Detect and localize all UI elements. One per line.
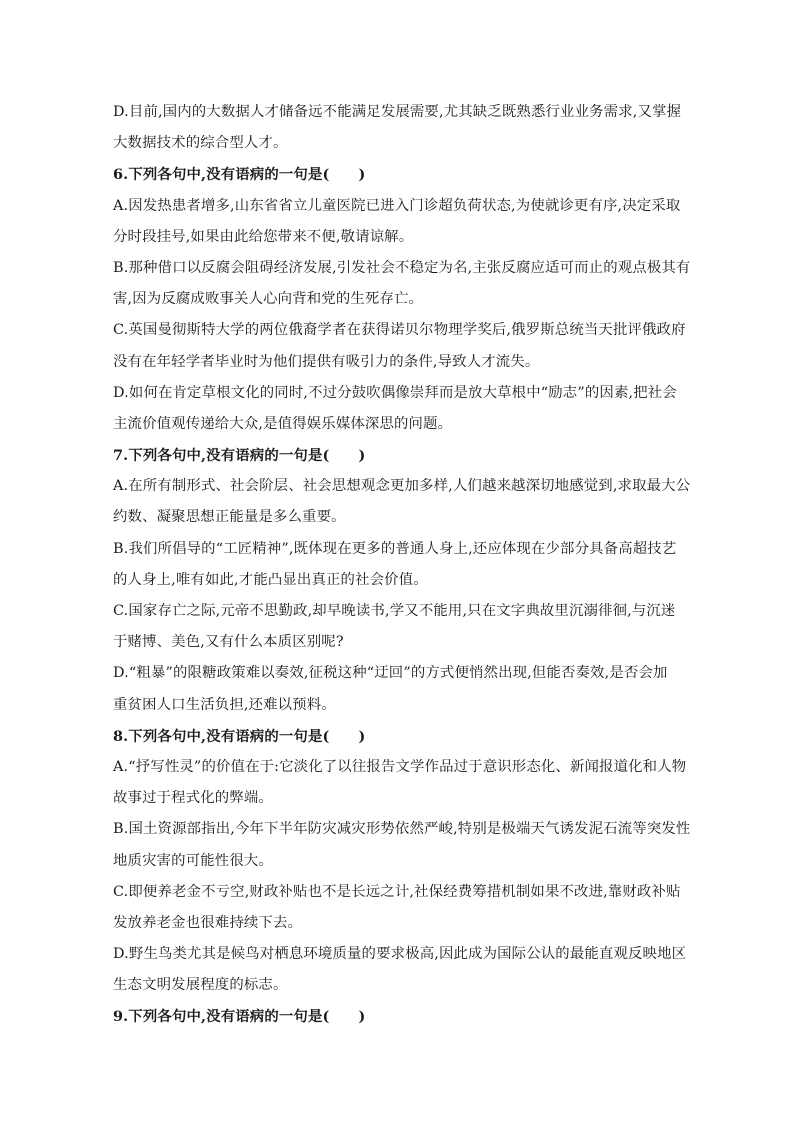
text-line: 7.下列各句中,没有语病的一句是( ) (113, 447, 366, 465)
answer-option (113, 752, 688, 814)
text-line: A.在所有制形式、社会阶层、社会思想观念更加多样,人们越来越深切地感觉到,求取最大公 (113, 478, 691, 495)
text-line: 的人身上,唯有如此,才能凸显出真正的社会价值。 (113, 571, 428, 588)
question-stem (113, 1001, 688, 1032)
text-line: 6.下列各句中,没有语病的一句是( ) (113, 166, 366, 184)
text-line: 主流价值观传递给大众,是值得娱乐媒体深思的问题。 (113, 415, 453, 432)
answer-option (113, 97, 688, 159)
answer-option (113, 814, 691, 876)
answer-option (113, 253, 691, 315)
answer-option (113, 939, 688, 1001)
text-line: C.国家存亡之际,元帝不思勤政,却早晚读书,学又不能用,只在文字典故里沉溺徘徊,与沉迷 (113, 603, 676, 619)
text-line: A.“抒写性灵”的价值在于:它淡化了以往报告文学作品过于意识形态化、新闻报道化和人物 (113, 758, 687, 775)
text-line: 约数、凝聚思想正能量是多么重要。 (113, 509, 346, 526)
text-line: A.因发热患者增多,山东省省立儿童医院已进入门诊超负荷状态,为使就诊更有序,决定采取 (113, 197, 681, 214)
text-line: 9.下列各句中,没有语病的一句是( ) (113, 1008, 366, 1026)
text-line: B.国土资源部指出,今年下半年防灾减灾形势依然严峻,特别是极端天气诱发泥石流等突发性 (113, 821, 691, 838)
text-line: 重贫困人口生活负担,还难以预料。 (113, 696, 336, 713)
text-line: D.目前,国内的大数据人才储备远不能满足发展需要,尤其缺乏既熟悉行业业务需求,又掌握 (113, 104, 682, 120)
question-stem (113, 721, 688, 752)
text-line: 地质灾害的可能性很大。 (113, 852, 273, 869)
text-line: D.野生鸟类尤其是候鸟对栖息环境质量的要求极高,因此成为国际公认的最能直观反映地区 (113, 946, 687, 963)
text-line: 分时段挂号,如果由此给您带来不便,敬请谅解。 (113, 228, 414, 245)
text-line: D.“粗暴”的限糖政策难以奏效,征税这种“迂回”的方式便悄然出现,但能否奏效,是否会加 (113, 665, 668, 682)
text-line: D.如何在肯定草根文化的同时,不过分鼓吹偶像崇拜而是放大草根中“励志”的因素,把社会 (113, 384, 677, 401)
text-line: B.我们所倡导的“工匠精神”,既体现在更多的普通人身上,还应体现在少部分具备高超技艺 (113, 540, 677, 557)
answer-option (113, 877, 688, 939)
question-stem (113, 440, 688, 471)
text-line: C.即便养老金不亏空,财政补贴也不是长远之计,社保经费筹措机制如果不改进,靠财政补贴 (113, 883, 681, 900)
answer-option (113, 378, 688, 440)
question-stem (113, 159, 688, 190)
text-line: C.英国曼彻斯特大学的两位俄裔学者在获得诺贝尔物理学奖后,俄罗斯总统当天批评俄政府 (113, 322, 686, 339)
answer-option (113, 658, 688, 720)
answer-option (113, 534, 688, 596)
answer-option (113, 471, 691, 533)
text-line: 大数据技术的综合型人才。 (113, 135, 288, 152)
text-line: 8.下列各句中,没有语病的一句是( ) (113, 727, 366, 745)
text-line: 故事过于程式化的弊端。 (113, 790, 273, 807)
answer-option (113, 191, 688, 253)
text-line: 生态文明发展程度的标志。 (113, 977, 288, 994)
answer-option (113, 596, 688, 658)
document-page (113, 97, 691, 1033)
answer-option (113, 315, 688, 377)
text-line: 于赌博、美色,又有什么本质区别呢? (113, 634, 344, 651)
text-line: B.那种借口以反腐会阻碍经济发展,引发社会不稳定为名,主张反腐应适可而止的观点极其有 (113, 259, 691, 276)
text-line: 害,因为反腐成败事关人心向背和党的生死存亡。 (113, 291, 424, 308)
text-line: 没有在年轻学者毕业时为他们提供有吸引力的条件,导致人才流失。 (113, 353, 540, 370)
text-line: 发放养老金也很难持续下去。 (113, 914, 303, 931)
